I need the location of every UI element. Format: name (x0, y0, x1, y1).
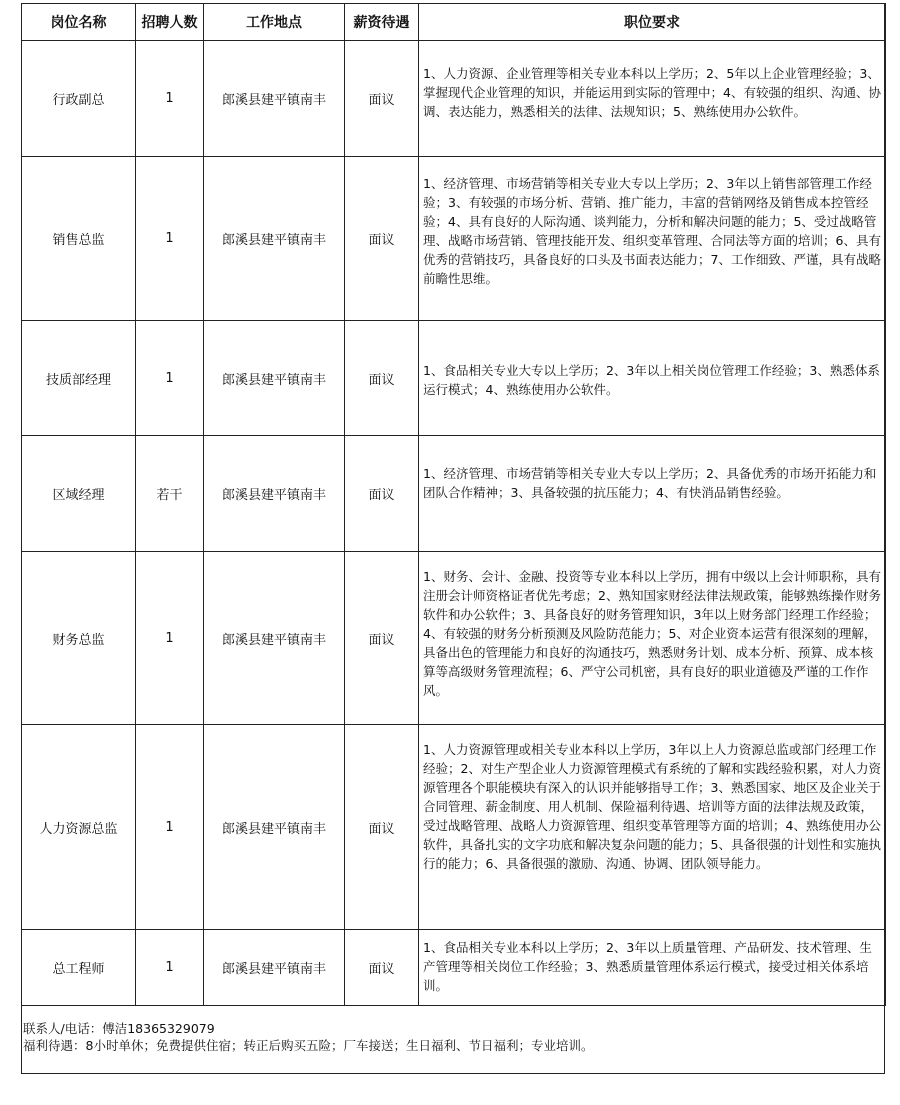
table-row (22, 725, 886, 930)
headcount: 若干 (136, 436, 204, 552)
requirements-text: 1、人力资源管理或相关专业本科以上学历，3年以上人力资源总监或部门经理工作经验；2、对生产型企业人力资源管理模式有系统的了解和实践经验积累，对人力资源管理各个职能模块有深入的认识并能够指导工作；3、熟悉国家、地区及企业关于合同管理、薪金制度、用人机制、保险福利待遇、培训等方面的法律法规及政策，受过战略管理、战略人力资源管理、组织变革管理等方面的培训；4、熟练使用办公软件，具备扎实的文字功底和解决复杂问题的能力；5、具备很强的计划性和实施执行的能力；6、具备很强的激励、沟通、协调、团队领导能力。 (423, 742, 881, 871)
table-row (22, 41, 886, 157)
header-requirements: 职位要求 (419, 4, 886, 41)
position-title: 人力资源总监 (22, 725, 136, 930)
location: 郎溪县建平镇南丰 (204, 552, 345, 725)
headcount: 1 (136, 321, 204, 436)
headcount: 1 (136, 930, 204, 1006)
salary: 面议 (345, 41, 419, 157)
footer-info (23, 1020, 883, 1054)
salary: 面议 (345, 321, 419, 436)
position-title: 财务总监 (22, 552, 136, 725)
header-position: 岗位名称 (22, 4, 136, 41)
position-title: 区域经理 (22, 436, 136, 552)
job-table (21, 3, 886, 1006)
salary: 面议 (345, 930, 419, 1006)
header-salary: 薪资待遇 (345, 4, 419, 41)
table-row (22, 157, 886, 321)
location: 郎溪县建平镇南丰 (204, 930, 345, 1006)
requirements-text: 1、财务、会计、金融、投资等专业本科以上学历，拥有中级以上会计师职称，具有注册会计师资格证者优先考虑；2、熟知国家财经法律法规政策，能够熟练操作财务软件和办公软件；3、具备良好的财务管理知识，3年以上财务部门经理工作经验；4、有较强的财务分析预测及风险防范能力；5、对企业资本运营有很深刻的理解，具备出色的管理能力和良好的沟通技巧，熟悉财务计划、成本分析、预算、成本核算等高级财务管理流程；6、严守公司机密，具有良好的职业道德及严谨的工作作风。 (423, 569, 881, 698)
salary: 面议 (345, 436, 419, 552)
position-title: 技质部经理 (22, 321, 136, 436)
headcount: 1 (136, 157, 204, 321)
table-header-row (22, 4, 886, 41)
position-title: 总工程师 (22, 930, 136, 1006)
table-row (22, 321, 886, 436)
header-location: 工作地点 (204, 4, 345, 41)
location: 郎溪县建平镇南丰 (204, 436, 345, 552)
table-row (22, 930, 886, 1006)
salary: 面议 (345, 552, 419, 725)
benefits-line: 福利待遇：8小时单休；免费提供住宿；转正后购买五险；厂车接送；生日福利、节日福利；专业培训。 (23, 1038, 594, 1053)
position-title: 行政副总 (22, 41, 136, 157)
requirements-text: 1、经济管理、市场营销等相关专业大专以上学历；2、3年以上销售部管理工作经验；3、有较强的市场分析、营销、推广能力，丰富的营销网络及销售成本控管经验；4、具有良好的人际沟通、谈判能力，分析和解决问题的能力；5、受过战略管理、战略市场营销、管理技能开发、组织变革管理、合同法等方面的培训；6、具有优秀的营销技巧，具备良好的口头及书面表达能力；7、工作细致、严谨，具有战略前瞻性思维。 (423, 176, 881, 286)
location: 郎溪县建平镇南丰 (204, 157, 345, 321)
header-headcount: 招聘人数 (136, 4, 204, 41)
table-row (22, 436, 886, 552)
salary: 面议 (345, 157, 419, 321)
requirements-text: 1、经济管理、市场营销等相关专业大专以上学历；2、具备优秀的市场开拓能力和团队合作精神；3、具备较强的抗压能力；4、有快消品销售经验。 (423, 466, 877, 500)
headcount: 1 (136, 725, 204, 930)
location: 郎溪县建平镇南丰 (204, 321, 345, 436)
headcount: 1 (136, 41, 204, 157)
requirements-text: 1、人力资源、企业管理等相关专业本科以上学历；2、5年以上企业管理经验；3、掌握现代企业管理的知识，并能运用到实际的管理中；4、有较强的组织、沟通、协调、表达能力，熟悉相关的法律、法规知识；5、熟练使用办公软件。 (423, 66, 881, 119)
requirements-text: 1、食品相关专业本科以上学历；2、3年以上质量管理、产品研发、技术管理、生产管理等相关岗位工作经验；3、熟悉质量管理体系运行模式，接受过相关体系培训。 (423, 940, 872, 993)
location: 郎溪县建平镇南丰 (204, 41, 345, 157)
headcount: 1 (136, 552, 204, 725)
requirements-text: 1、食品相关专业大专以上学历；2、3年以上相关岗位管理工作经验；3、熟悉体系运行模式；4、熟练使用办公软件。 (423, 363, 880, 397)
contact-line: 联系人/电话：傅洁18365329079 (23, 1021, 215, 1036)
salary: 面议 (345, 725, 419, 930)
table-row (22, 552, 886, 725)
location: 郎溪县建平镇南丰 (204, 725, 345, 930)
position-title: 销售总监 (22, 157, 136, 321)
